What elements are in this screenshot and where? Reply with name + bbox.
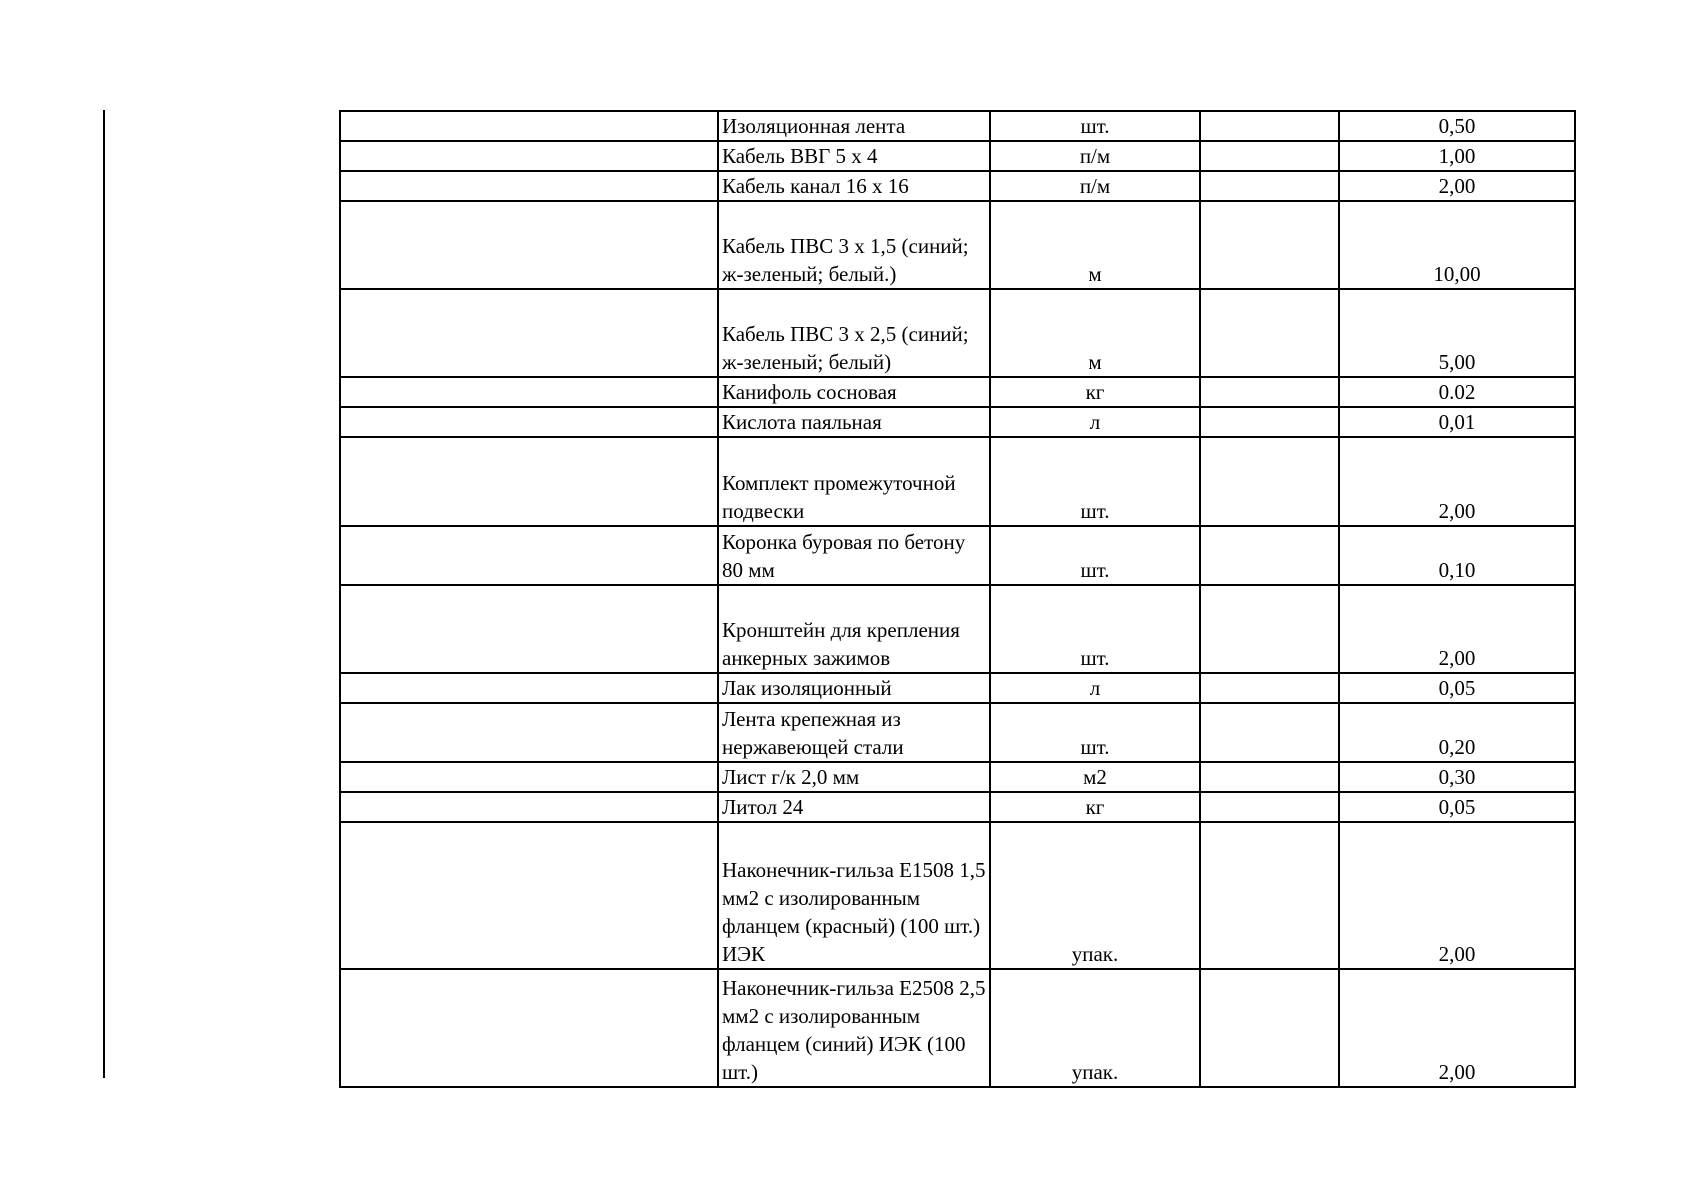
material-name: Лист г/к 2,0 мм	[718, 762, 990, 792]
quantity-cell: 2,00	[1339, 585, 1575, 673]
material-name: Кронштейн для крепления анкерных зажимов	[718, 585, 990, 673]
table-row	[340, 703, 1575, 762]
quantity-cell: 0.02	[1339, 377, 1575, 407]
quantity-cell: 1,00	[1339, 141, 1575, 171]
unit-cell: упак.	[990, 969, 1200, 1087]
table-row	[340, 201, 1575, 289]
unit-cell: п/м	[990, 171, 1200, 201]
quantity-cell: 0,30	[1339, 762, 1575, 792]
table-cell-empty	[1200, 585, 1339, 673]
table-row	[340, 141, 1575, 171]
table-row	[340, 762, 1575, 792]
quantity-cell: 2,00	[1339, 969, 1575, 1087]
quantity-cell: 0,20	[1339, 703, 1575, 762]
table-row	[340, 437, 1575, 526]
table-cell-empty	[340, 407, 718, 437]
material-name: Наконечник-гильза Е2508 2,5 мм2 с изолированным фланцем (синий) ИЭК (100 шт.)	[718, 969, 990, 1087]
table-cell-empty	[340, 437, 718, 526]
material-name: Лак изоляционный	[718, 673, 990, 703]
table-cell-empty	[340, 822, 718, 969]
table-cell-empty	[340, 377, 718, 407]
table-cell-empty	[1200, 171, 1339, 201]
table-cell-empty	[1200, 111, 1339, 141]
table-row	[340, 673, 1575, 703]
quantity-cell: 2,00	[1339, 437, 1575, 526]
table-cell-empty	[1200, 792, 1339, 822]
table-cell-empty	[340, 673, 718, 703]
table-cell-empty	[1200, 673, 1339, 703]
table-row	[340, 792, 1575, 822]
table-cell-empty	[340, 585, 718, 673]
unit-cell: л	[990, 407, 1200, 437]
quantity-cell: 2,00	[1339, 822, 1575, 969]
material-name: Канифоль сосновая	[718, 377, 990, 407]
material-name: Кабель канал 16 х 16	[718, 171, 990, 201]
quantity-cell: 10,00	[1339, 201, 1575, 289]
unit-cell: м	[990, 289, 1200, 377]
unit-cell: кг	[990, 377, 1200, 407]
materials-table	[339, 110, 1576, 1088]
table-cell-empty	[340, 171, 718, 201]
unit-cell: м2	[990, 762, 1200, 792]
unit-cell: упак.	[990, 822, 1200, 969]
quantity-cell: 2,00	[1339, 171, 1575, 201]
table-cell-empty	[340, 526, 718, 585]
table-cell-empty	[1200, 437, 1339, 526]
table-cell-empty	[340, 703, 718, 762]
unit-cell: л	[990, 673, 1200, 703]
material-name: Кабель ВВГ 5 х 4	[718, 141, 990, 171]
table-cell-empty	[340, 762, 718, 792]
table-cell-empty	[1200, 201, 1339, 289]
material-name: Наконечник-гильза Е1508 1,5 мм2 с изолированным фланцем (красный) (100 шт.) ИЭК	[718, 822, 990, 969]
table-row	[340, 526, 1575, 585]
material-name: Комплект промежуточной подвески	[718, 437, 990, 526]
material-name: Кислота паяльная	[718, 407, 990, 437]
table-row	[340, 377, 1575, 407]
quantity-cell: 0,05	[1339, 792, 1575, 822]
table-cell-empty	[1200, 289, 1339, 377]
table-row	[340, 407, 1575, 437]
unit-cell: кг	[990, 792, 1200, 822]
table-cell-empty	[1200, 526, 1339, 585]
quantity-cell: 0,05	[1339, 673, 1575, 703]
table-cell-empty	[340, 141, 718, 171]
left-margin-line	[103, 110, 105, 1078]
table-row	[340, 171, 1575, 201]
material-name: Лента крепежная из нержавеющей стали	[718, 703, 990, 762]
table-cell-empty	[1200, 969, 1339, 1087]
table-cell-empty	[1200, 407, 1339, 437]
material-name: Изоляционная лента	[718, 111, 990, 141]
quantity-cell: 0,01	[1339, 407, 1575, 437]
quantity-cell: 0,10	[1339, 526, 1575, 585]
table-cell-empty	[1200, 377, 1339, 407]
unit-cell: шт.	[990, 703, 1200, 762]
table-cell-empty	[340, 289, 718, 377]
table-cell-empty	[340, 792, 718, 822]
quantity-cell: 5,00	[1339, 289, 1575, 377]
quantity-cell: 0,50	[1339, 111, 1575, 141]
material-name: Кабель ПВС 3 х 1,5 (синий; ж-зеленый; белый.)	[718, 201, 990, 289]
table-row	[340, 822, 1575, 969]
unit-cell: шт.	[990, 526, 1200, 585]
table-cell-empty	[1200, 703, 1339, 762]
material-name: Кабель ПВС 3 х 2,5 (синий; ж-зеленый; белый)	[718, 289, 990, 377]
unit-cell: м	[990, 201, 1200, 289]
unit-cell: шт.	[990, 585, 1200, 673]
table-cell-empty	[340, 969, 718, 1087]
table-cell-empty	[1200, 141, 1339, 171]
table-cell-empty	[340, 201, 718, 289]
table-row	[340, 289, 1575, 377]
table-cell-empty	[340, 111, 718, 141]
table-row	[340, 585, 1575, 673]
material-name: Литол 24	[718, 792, 990, 822]
table-row	[340, 111, 1575, 141]
unit-cell: шт.	[990, 437, 1200, 526]
material-name: Коронка буровая по бетону 80 мм	[718, 526, 990, 585]
table-cell-empty	[1200, 762, 1339, 792]
unit-cell: шт.	[990, 111, 1200, 141]
unit-cell: п/м	[990, 141, 1200, 171]
table-cell-empty	[1200, 822, 1339, 969]
table-row	[340, 969, 1575, 1087]
